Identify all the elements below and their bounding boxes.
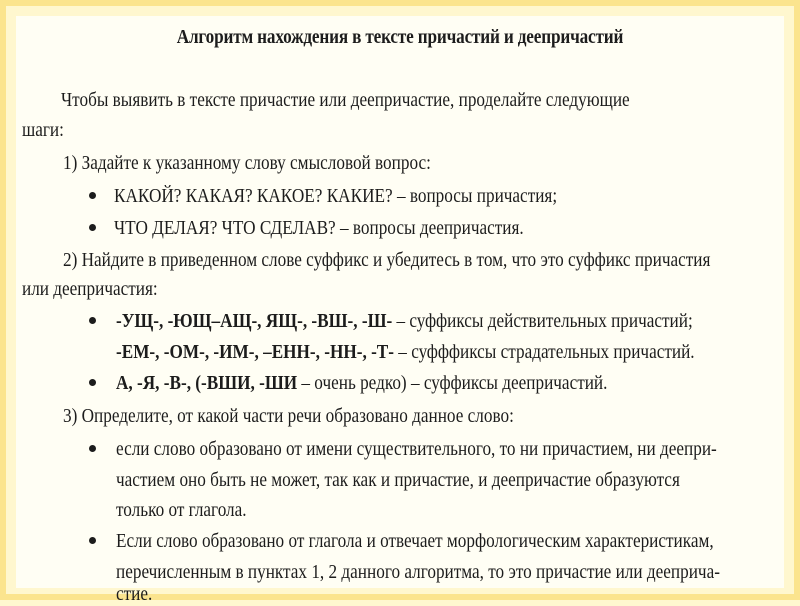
step3-bullet-2-line-3: стие. <box>116 583 153 605</box>
suffix-list: -УЩ-, -ЮЩ–АЩ-, ЯЩ-, -ВШ-, -Ш- <box>116 310 393 332</box>
bullet-text: – вопросы причастия; <box>392 185 558 207</box>
question-text: ЧТО ДЕЛАЯ? ЧТО СДЕЛАВ? <box>114 217 336 239</box>
step2-heading-line-1: 2) Найдите в приведенном слове суффикс и убедитесь в том, что это суффикс причастия <box>63 249 711 271</box>
step3-heading: 3) Определите, от какой части речи образовано данное слово: <box>63 405 514 427</box>
suffix-list: А, -Я, -В-, (-ВШИ, -ШИ <box>116 372 298 394</box>
step1-bullet-1 <box>114 184 557 208</box>
gerund-suffixes-line <box>116 371 607 395</box>
question-text: КАКОЙ? КАКАЯ? КАКОЕ? КАКИЕ? <box>114 185 393 207</box>
step1-heading: 1) Задайте к указанному слову смысловой вопрос: <box>63 152 431 174</box>
step3-bullet-1-line-2: частием оно быть не может, так как и причастие, и деепричастие образуются <box>116 469 680 491</box>
bullet-icon <box>89 317 96 324</box>
bullet-icon <box>89 537 96 544</box>
page-title: Алгоритм нахождения в тексте причастий и деепричастий <box>176 26 624 48</box>
step3-bullet-2-line-1: Если слово образовано от глагола и отвечает морфологическим характеристикам, <box>116 530 714 552</box>
passive-suffixes-line <box>116 340 695 364</box>
suffix-description: – суффиксы деепричастий. <box>410 372 608 394</box>
bullet-icon <box>89 192 96 199</box>
step3-bullet-1-line-1: если слово образовано от имени существительного, то ни причастием, ни деепри- <box>116 438 717 460</box>
document-page <box>16 16 784 605</box>
bullet-text: – вопросы деепричастия. <box>335 217 524 239</box>
bullet-icon <box>89 445 96 452</box>
intro-line-2: шаги: <box>22 119 64 141</box>
intro-line-1: Чтобы выявить в тексте причастие или деепричастие, проделайте следующие <box>61 89 630 111</box>
suffix-description: – суффиксы действительных причастий; <box>392 310 693 332</box>
step1-bullet-2 <box>114 216 524 240</box>
suffix-list: -ЕМ-, -ОМ-, -ИМ-, –ЕНН-, -НН-, -Т- <box>116 341 395 363</box>
step3-bullet-1-line-3: только от глагола. <box>116 499 247 521</box>
active-suffixes-line <box>116 309 693 333</box>
suffix-note: – очень редко) <box>297 372 411 394</box>
bullet-icon <box>89 224 96 231</box>
bullet-icon <box>89 379 96 386</box>
step2-heading-line-2: или деепричастия: <box>22 278 158 300</box>
step3-bullet-2-line-2: перечисленным в пунктах 1, 2 данного алгоритма, то это причастие или дееприча- <box>116 561 720 583</box>
suffix-description: – суфффиксы страдательных причастий. <box>394 341 695 363</box>
